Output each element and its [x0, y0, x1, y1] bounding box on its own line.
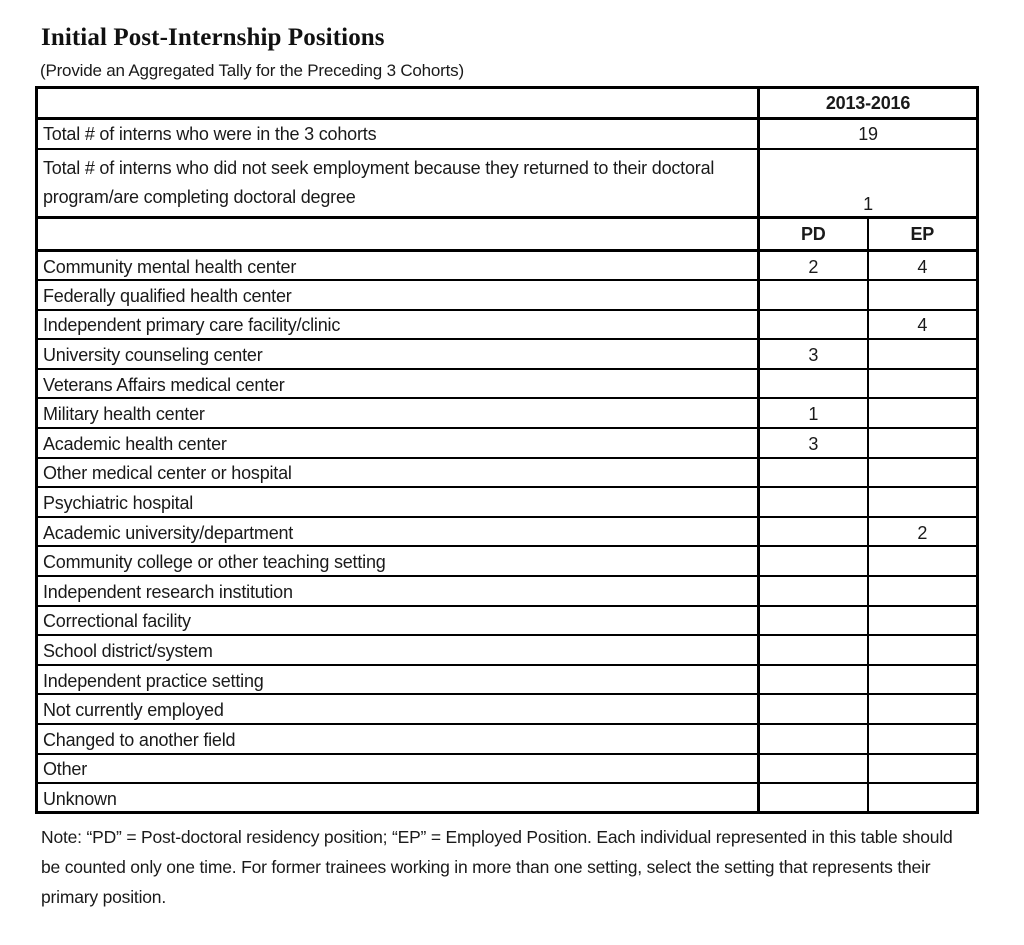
footnote: Note: “PD” = Post-doctoral residency position; “EP” = Employed Position. Each individual represented in this table should be counted only one time. For former trainees working in more than one setting, select the setting that represents their primary position. — [41, 827, 953, 907]
setting-label: Correctional facility — [37, 606, 759, 636]
ep-count — [868, 576, 978, 606]
pd-count — [759, 546, 868, 576]
setting-label: Psychiatric hospital — [37, 487, 759, 517]
pd-count — [759, 635, 868, 665]
total-interns-label: Total # of interns who were in the 3 cohorts — [37, 119, 759, 149]
table-row — [37, 339, 978, 369]
table-row — [37, 576, 978, 606]
ep-count — [868, 665, 978, 695]
pd-count — [759, 458, 868, 488]
setting-label: Community college or other teaching setting — [37, 546, 759, 576]
setting-label: Other — [37, 754, 759, 784]
ep-count — [868, 606, 978, 636]
ep-count: 2 — [868, 517, 978, 547]
pd-count — [759, 694, 868, 724]
ep-count — [868, 339, 978, 369]
pd-count: 3 — [759, 339, 868, 369]
table-row — [37, 310, 978, 340]
returned-to-program-row — [37, 149, 978, 218]
header-blank-cell — [37, 88, 759, 119]
table-row — [37, 280, 978, 310]
table-row — [37, 665, 978, 695]
pd-count: 1 — [759, 398, 868, 428]
ep-count — [868, 398, 978, 428]
returned-to-program-label: Total # of interns who did not seek employment because they returned to their doctoral program/are completing doctoral degree — [37, 149, 759, 218]
pd-count — [759, 783, 868, 813]
page-title: Initial Post-Internship Positions — [41, 24, 385, 51]
pd-count — [759, 724, 868, 754]
pd-count: 3 — [759, 428, 868, 458]
table-row — [37, 694, 978, 724]
setting-label: Other medical center or hospital — [37, 458, 759, 488]
setting-label: Academic health center — [37, 428, 759, 458]
setting-label: School district/system — [37, 635, 759, 665]
ep-count — [868, 724, 978, 754]
pd-count — [759, 665, 868, 695]
pd-count — [759, 369, 868, 399]
setting-label: University counseling center — [37, 339, 759, 369]
ep-count — [868, 754, 978, 784]
table-row — [37, 754, 978, 784]
page-subtitle: (Provide an Aggregated Tally for the Preceding 3 Cohorts) — [40, 61, 464, 80]
ep-count — [868, 458, 978, 488]
setting-label: Not currently employed — [37, 694, 759, 724]
setting-label: Academic university/department — [37, 517, 759, 547]
pd-count: 2 — [759, 251, 868, 281]
ep-column-header: EP — [868, 218, 978, 251]
total-interns-row — [37, 119, 978, 149]
setting-label: Federally qualified health center — [37, 280, 759, 310]
table-row — [37, 398, 978, 428]
table-row — [37, 369, 978, 399]
pd-count — [759, 754, 868, 784]
ep-count: 4 — [868, 251, 978, 281]
table-row — [37, 546, 978, 576]
pd-count — [759, 310, 868, 340]
setting-label: Military health center — [37, 398, 759, 428]
setting-label: Independent practice setting — [37, 665, 759, 695]
setting-label: Independent research institution — [37, 576, 759, 606]
table-row — [37, 635, 978, 665]
ep-count — [868, 694, 978, 724]
ep-count — [868, 369, 978, 399]
total-interns-value: 19 — [759, 119, 978, 149]
pd-count — [759, 606, 868, 636]
table-row — [37, 783, 978, 813]
ep-count — [868, 280, 978, 310]
table-row — [37, 724, 978, 754]
pd-count — [759, 280, 868, 310]
pd-count — [759, 487, 868, 517]
table-row — [37, 458, 978, 488]
subheader-blank-cell — [37, 218, 759, 251]
table-row — [37, 428, 978, 458]
ep-count — [868, 635, 978, 665]
pd-column-header: PD — [759, 218, 868, 251]
setting-label: Community mental health center — [37, 251, 759, 281]
table-row — [37, 606, 978, 636]
ep-count — [868, 487, 978, 517]
ep-count — [868, 783, 978, 813]
positions-table — [35, 86, 979, 814]
period-header-row — [37, 88, 978, 119]
setting-label: Unknown — [37, 783, 759, 813]
setting-label: Changed to another field — [37, 724, 759, 754]
ep-count — [868, 546, 978, 576]
pd-count — [759, 517, 868, 547]
ep-count: 4 — [868, 310, 978, 340]
column-header-row — [37, 218, 978, 251]
ep-count — [868, 428, 978, 458]
setting-label: Veterans Affairs medical center — [37, 369, 759, 399]
pd-count — [759, 576, 868, 606]
table-row — [37, 487, 978, 517]
table-row — [37, 251, 978, 281]
period-label: 2013-2016 — [759, 88, 978, 119]
setting-label: Independent primary care facility/clinic — [37, 310, 759, 340]
table-row — [37, 517, 978, 547]
returned-to-program-value: 1 — [759, 149, 978, 218]
